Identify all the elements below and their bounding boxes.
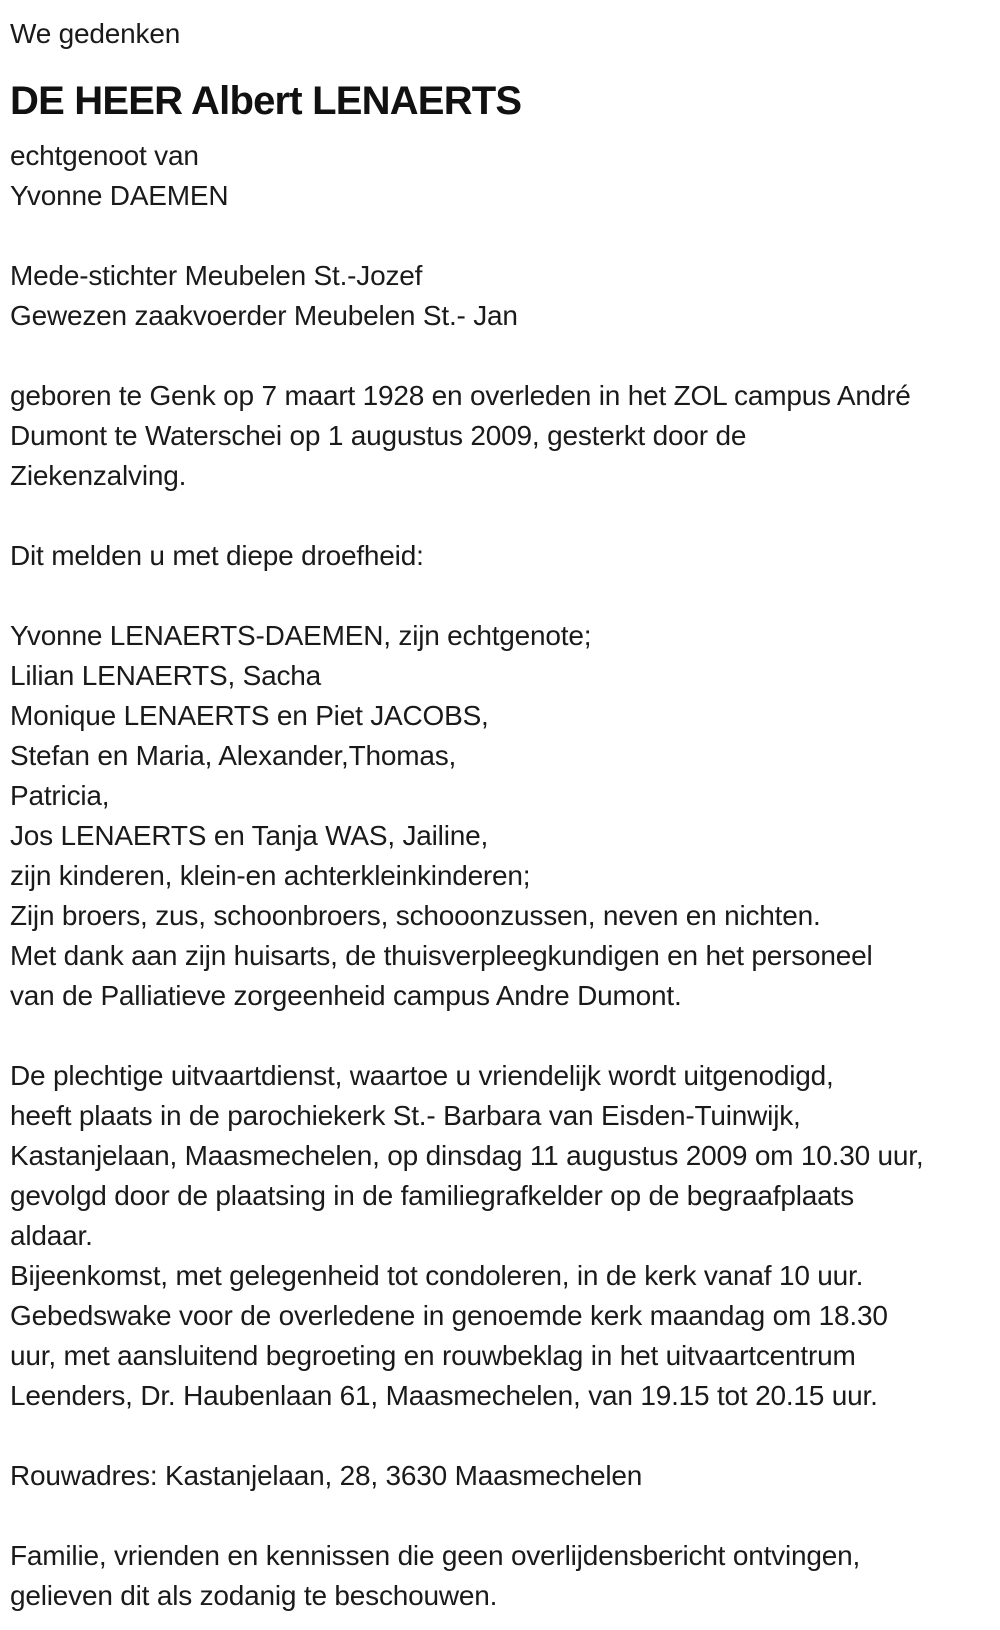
closing-line: gelieven dit als zodanig te beschouwen. (10, 1580, 498, 1611)
family-line: zijn kinderen, klein-en achterkleinkinderen; (10, 860, 531, 891)
family-line: Yvonne LENAERTS-DAEMEN, zijn echtgenote; (10, 620, 592, 651)
funeral-service-line: Gebedswake voor de overledene in genoemde kerk maandag om 18.30 (10, 1300, 888, 1331)
funeral-service-line: Kastanjelaan, Maasmechelen, op dinsdag 11 augustus 2009 om 10.30 uur, (10, 1140, 924, 1171)
family-line: Patricia, (10, 780, 110, 811)
family-line: Lilian LENAERTS, Sacha (10, 660, 322, 691)
spouse-name: Yvonne DAEMEN (10, 180, 229, 211)
obituary-page (10, 14, 992, 1616)
mourning-address: Rouwadres: Kastanjelaan, 28, 3630 Maasmechelen (10, 1460, 643, 1491)
roles-block (10, 256, 992, 336)
funeral-service-block (10, 1056, 992, 1416)
funeral-service-line: aldaar. (10, 1220, 93, 1251)
family-line: Stefan en Maria, Alexander,Thomas, (10, 740, 457, 771)
intro-line: We gedenken (10, 18, 181, 49)
spouse-prefix: echtgenoot van (10, 140, 199, 171)
funeral-service-line: Leenders, Dr. Haubenlaan 61, Maasmechelen, van 19.15 tot 20.15 uur. (10, 1380, 878, 1411)
closing-line: Familie, vrienden en kennissen die geen overlijdensbericht ontvingen, (10, 1540, 861, 1571)
family-line: Jos LENAERTS en Tanja WAS, Jailine, (10, 820, 489, 851)
mourning-address-block (10, 1456, 992, 1496)
announcement-notice: Dit melden u met diepe droefheid: (10, 540, 424, 571)
closing-block (10, 1536, 992, 1616)
deceased-name-heading: DE HEER Albert LENAERTS (10, 79, 522, 123)
family-line: Monique LENAERTS en Piet JACOBS, (10, 700, 489, 731)
role-line: Mede-stichter Meubelen St.-Jozef (10, 260, 423, 291)
role-line: Gewezen zaakvoerder Meubelen St.- Jan (10, 300, 518, 331)
family-line: van de Palliatieve zorgeenheid campus Andre Dumont. (10, 980, 682, 1011)
funeral-service-line: uur, met aansluitend begroeting en rouwbeklag in het uitvaartcentrum (10, 1340, 856, 1371)
funeral-service-line: Bijeenkomst, met gelegenheid tot condoleren, in de kerk vanaf 10 uur. (10, 1260, 864, 1291)
deceased-header (10, 78, 992, 216)
life-dates-block (10, 376, 992, 496)
family-line: Met dank aan zijn huisarts, de thuisverpleegkundigen en het personeel (10, 940, 873, 971)
family-line: Zijn broers, zus, schoonbroers, schooonzussen, neven en nichten. (10, 900, 821, 931)
family-block (10, 616, 992, 1016)
announcement-notice-block (10, 536, 992, 576)
life-dates-line: Dumont te Waterschei op 1 augustus 2009, gesterkt door de (10, 420, 747, 451)
life-dates-line: geboren te Genk op 7 maart 1928 en overleden in het ZOL campus André (10, 380, 911, 411)
funeral-service-line: heeft plaats in de parochiekerk St.- Barbara van Eisden-Tuinwijk, (10, 1100, 801, 1131)
funeral-service-line: gevolgd door de plaatsing in de familiegrafkelder op de begraafplaats (10, 1180, 854, 1211)
life-dates-line: Ziekenzalving. (10, 460, 187, 491)
funeral-service-line: De plechtige uitvaartdienst, waartoe u vriendelijk wordt uitgenodigd, (10, 1060, 834, 1091)
